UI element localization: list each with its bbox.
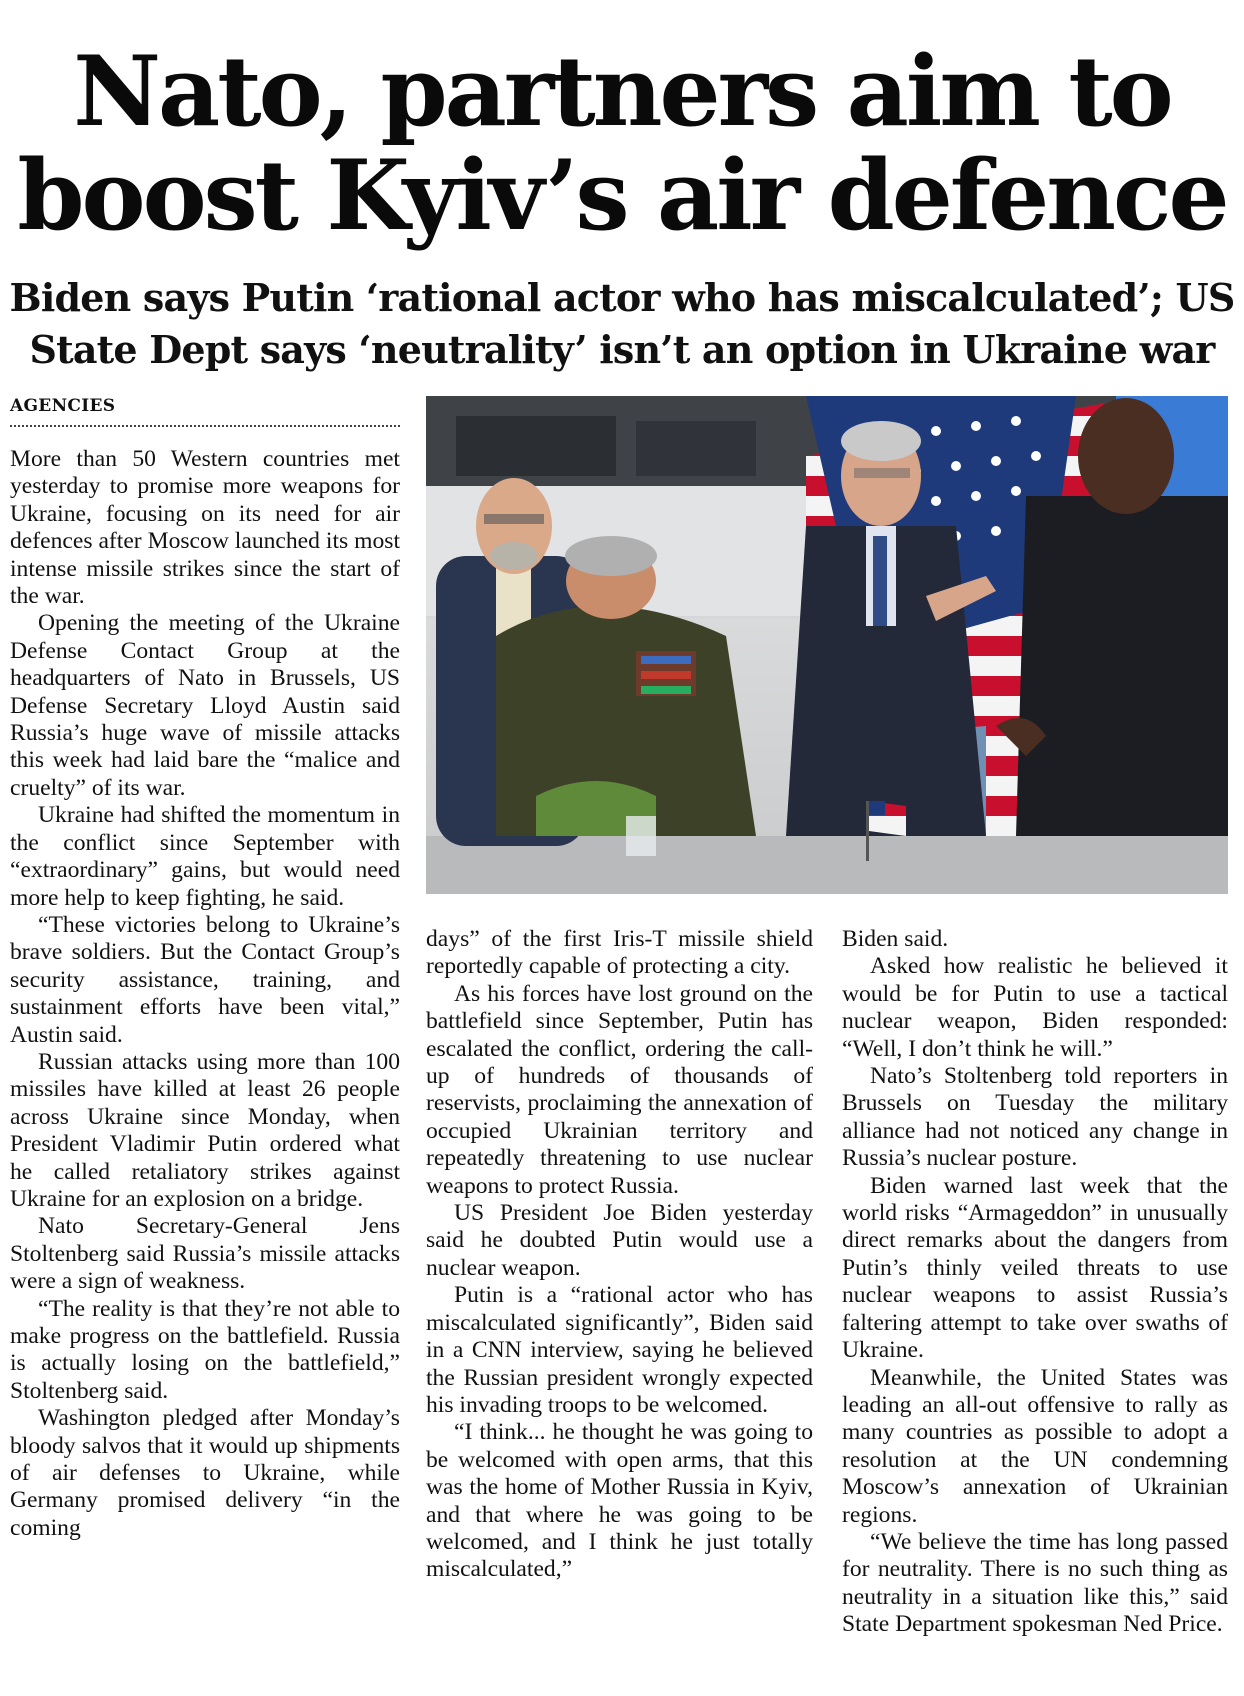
article-column-1	[10, 446, 400, 1686]
paragraph: As his forces have lost ground on the battlefield since September, Putin has escalated the conflict, ordering the call-up of hundreds of thousands of reservists, proclaiming the annexation of occupied Ukrainian territory and repeatedly threatening to use nuclear weapons to protect Russia.	[426, 980, 813, 1199]
paragraph: Putin is a “rational actor who has miscalculated significantly”, Biden said in a CNN interview, saying he believed the Russian president wrongly expected his invading troops to be welcomed.	[426, 1282, 813, 1418]
paragraph: “The reality is that they’re not able to make progress on the battlefield. Russia is actually losing on the battlefield,” Stoltenberg said.	[10, 1295, 400, 1404]
byline: AGENCIES	[10, 396, 400, 427]
paragraph: Nato Secretary-General Jens Stoltenberg said Russia’s missile attacks were a sign of weakness.	[10, 1213, 400, 1295]
paragraph: “These victories belong to Ukraine’s brave soldiers. But the Contact Group’s security assistance, training, and sustainment efforts have been vital,” Austin said.	[10, 911, 400, 1048]
paragraph: Biden said.	[842, 926, 949, 952]
paragraph: “I think... he thought he was going to be welcomed with open arms, that this was the home of Mother Russia in Kyiv, and that where he was going to be welcomed, and I think he just totally miscalculated,”	[426, 1419, 813, 1583]
paragraph: Asked how realistic he believed it would be for Putin to use a tactical nuclear weapon, Biden responded: “Well, I don’t think he will.”	[842, 953, 1228, 1062]
headline	[0, 35, 1244, 252]
paragraph: Washington pledged after Monday’s bloody salvos that it would up shipments of air defenses to Ukraine, while Germany promised delivery “in the coming	[10, 1405, 400, 1541]
paragraph: Ukraine had shifted the momentum in the conflict since September with “extraordinary” gains, but would need more help to keep fighting, he said.	[10, 802, 400, 911]
paragraph: Biden warned last week that the world risks “Armageddon” in unusually direct remarks about the dangers from Putin’s thinly veiled threats to use nuclear weapons to assist Russia’s faltering attempt to take over swaths of Ukraine.	[842, 1172, 1228, 1364]
subheadline	[0, 272, 1244, 376]
subheadline-line-1: Biden says Putin ‘rational actor who has miscalculated’; US	[9, 275, 1235, 320]
headline-line-1: Nato, partners aim to	[73, 35, 1171, 148]
paragraph: Opening the meeting of the Ukraine Defense Contact Group at the headquarters of Nato in Brussels, US Defense Secretary Lloyd Austin said Russia’s huge wave of missile attacks this week had laid bare the “malice and cruelty” of its war.	[10, 610, 400, 801]
paragraph: US President Joe Biden yesterday said he doubted Putin would use a nuclear weapon.	[426, 1200, 813, 1281]
article-column-2	[426, 926, 813, 1686]
subheadline-line-2: State Dept says ‘neutrality’ isn’t an option in Ukraine war	[29, 327, 1215, 372]
headline-line-2: boost Kyiv’s air defence	[17, 139, 1227, 252]
news-photo	[426, 396, 1228, 894]
paragraph: Meanwhile, the United States was leading an all-out offensive to rally as many countries as possible to adopt a resolution at the UN condemning Moscow’s annexation of Ukrainian regions.	[842, 1364, 1228, 1528]
paragraph: Russian attacks using more than 100 missiles have killed at least 26 people across Ukraine since Monday, when President Vladimir Putin ordered what he called retaliatory strikes against Ukraine for an explosion on a bridge.	[10, 1048, 400, 1212]
paragraph: days” of the first Iris-T missile shield reportedly capable of protecting a city.	[426, 926, 813, 980]
paragraph: Nato’s Stoltenberg told reporters in Brussels on Tuesday the military alliance had not noticed any change in Russia’s nuclear posture.	[842, 1063, 1228, 1172]
article-column-3	[842, 926, 1228, 1686]
paragraph: “We believe the time has long passed for neutrality. There is no such thing as neutrality in a situation like this,” said State Department spokesman Ned Price.	[842, 1528, 1228, 1638]
paragraph: More than 50 Western countries met yesterday to promise more weapons for Ukraine, focusing on its need for air defences after Moscow launched its most intense missile strikes since the start of the war.	[10, 446, 400, 610]
